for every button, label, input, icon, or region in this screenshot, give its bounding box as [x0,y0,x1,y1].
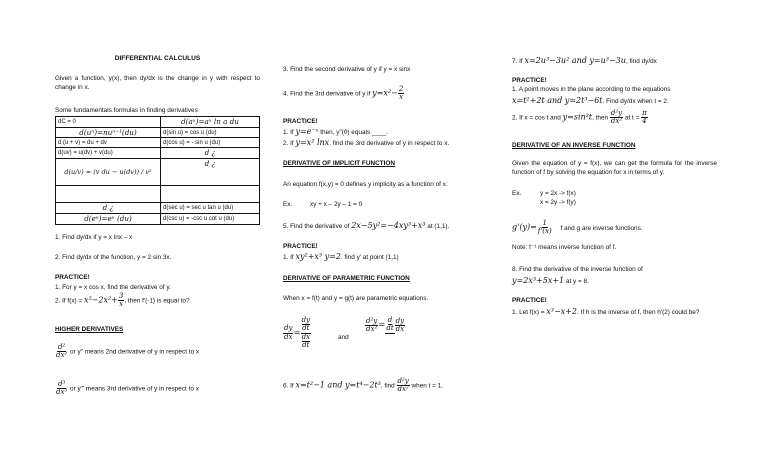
formula-cell: d(sec u) = sec u tan u (du) [161,203,260,214]
implicit-heading: DERIVATIVE OF IMPLICIT FUNCTION [283,160,395,167]
intro-paragraph: Given a function, y(x), then dy/dx is the change in y with respect to change in x. [55,75,260,91]
formula-cell: d(csc u) = -csc u cot u (du) [161,213,260,224]
question-6: 6. If x=t²−1 and y=t⁴−2t³, find $\frac{\text{d²y}}{\text{dx²}}$ when t = 1. [283,377,443,394]
practice-label: PRACTICE! [283,118,318,125]
implicit-text: An equation f(x,y) = 0 defines y implicity as a function of x. [283,181,448,188]
example-label: Ex. [512,190,522,197]
example-text: xy + x – 2y – 1 = 0 [310,201,363,208]
formula-cell: d ¿ [161,148,260,159]
question-5: 5. Find the derivative of 2x−5y²=−4xy³+x³ at (1,1). [283,221,450,230]
example-label: Ex. [283,201,293,208]
table-row [56,127,260,138]
formula-cell: d ¿ [56,203,161,214]
second-derivative-line: $\frac{\text{d²}}{\text{dx²}}$ or y" means 2nd derivative of y in respect to x [56,343,200,360]
practice-1: 1. If y=e⁻ˣ then, y"(0) equals ____. [283,127,388,136]
first-derivative-formula: $\frac{dy}{dx}$ = dy dt dx dt [284,316,310,350]
fraction: $\frac{\text{d²}}{\text{dx²}}$ [56,343,68,360]
third-derivative-line: $\frac{\text{d³}}{\text{dx³}}$ or y"' means 3rd derivative of y in respect to x [56,380,199,397]
inverse-formula: g'(y)= $\frac{1}{f'(x)}$ f and g are inverse functions. [512,219,643,236]
formula-cell: d(eᵘ)=eᵘ (du) [56,213,161,224]
practice-1: 1. If xy²+x³ y=2. find y' at point (1,1) [283,252,399,261]
formula-cell: dC = 0 [56,117,161,128]
formula-cell: d(aᵘ)=aᵘ ln a du [161,117,260,128]
table-row [56,159,260,186]
practice-1: 1. Let f(x) = x³−x+2. If h is the inverse of f, then h'(2) could be? [512,307,700,316]
formula-cell: d (u + v) = du + dv [56,138,161,148]
practice-1-math: x=t²+2t and y=2t³−6t. Find dy/dx when t = 2. [512,96,669,105]
formula-cell: d ¿ [161,159,260,186]
practice-1: 1. For y = x cos x, find the derivative of y. [55,284,171,291]
question-2: 2. Find dy/dx of the function, y = 2 sin 3x. [55,254,172,261]
higher-derivatives-heading: HIGHER DERIVATIVES [55,326,124,333]
practice-label: PRACTICE! [512,77,547,84]
fraction: $\frac{3}{x}$ [118,292,124,309]
formula-cell: d(cos u) = - sin u (du) [161,138,260,148]
question-8-math: y=2x³+5x+1 at y = 8. [512,276,589,285]
formula-table [55,116,260,225]
example-line-2: x = 2y -> f(y) [540,199,576,206]
document-title: DIFFERENTIAL CALCULUS [114,55,201,62]
question-8: 8. Find the derivative of the inverse function of [512,266,643,273]
formula-cell: d(uv) = u(dv) + v(du) [56,148,161,159]
inverse-text: Given the equation of y = f(x), we can get the formula for the inverse function of f by solving the equation for x in terms of y. [512,160,717,176]
practice-2: 2. If y=x² lnx. find the 3rd derivative of y in respect to x. [283,138,450,147]
table-row [56,203,260,214]
table-row [56,186,260,203]
practice-2: 2. If f(x) = x⁵−2x²+ $\frac{3}{x}$ , then f'(-1) is equal to? [55,292,190,309]
note-text: Note: f⁻¹ means inverse function of f. [512,244,617,251]
fraction: $\frac{2}{x}$ [398,85,404,102]
example-line-1: y = 2x -> f(x) [540,190,576,197]
formula-cell [161,186,260,203]
question-1: 1. Find dy/dx if y = x lnx – x [55,234,133,241]
practice-label: PRACTICE! [283,243,318,250]
inverse-heading: DERIVATIVE OF AN INVERSE FUNCTION [512,142,636,149]
parametric-text: When x = f(t) and y = g(t) are parametric equations. [283,295,429,302]
table-row [56,138,260,148]
question-4: 4. Find the 3rd derivative of y if y=x²− $\frac{2}{x}$ [283,85,404,102]
practice-2: 2. If x = cos t and y=sin²t, then $\frac{\text{d²y}}{\text{dx²}}$ at t = $\frac{\pi}{4}$ [512,109,647,126]
parametric-heading: DERIVATIVE OF PARAMETRIC FUNCTION [283,275,410,282]
table-row [56,213,260,224]
formula-cell: d(u/v) = (v du − u(dv)) / v² [56,159,161,186]
formulas-heading: Some fundamentals formulas in finding derivatives [55,107,198,114]
practice-label: PRACTICE! [55,274,90,281]
formula-cell: d(uⁿ)=nuⁿ⁻¹(du) [56,127,161,138]
table-row [56,117,260,128]
table-row [56,148,260,159]
formula-cell: d(sin u) = cos u (du) [161,127,260,138]
question-7: 7. If x=2u³−3u² and y=u³−3u, find dy/dx [512,56,657,65]
practice-1-line: 1. A point moves in the plane according to the equations [512,86,671,93]
and-text: and [338,334,349,341]
fraction: $\frac{\text{d³}}{\text{dx³}}$ [56,380,68,397]
practice-label: PRACTICE! [512,297,547,304]
question-3: 3. Find the second derivative of y if y = x sinx [283,66,411,73]
formula-cell [56,186,161,203]
second-derivative-formula: $\frac{\text{d²y}}{\text{dx²}}$ = d dt $\frac{dy}{dx}$ [366,316,405,333]
